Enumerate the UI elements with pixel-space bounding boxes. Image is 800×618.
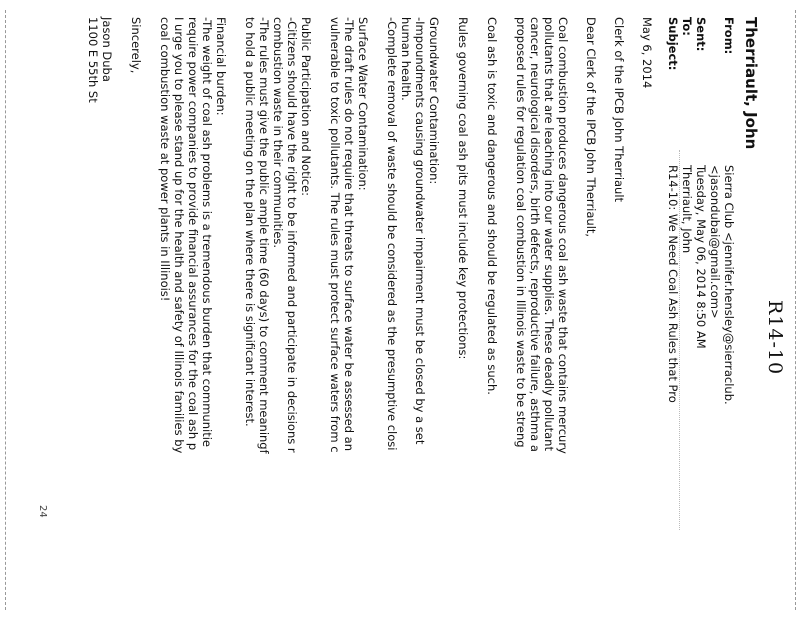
- sent-label: Sent:: [694, 17, 708, 52]
- page-stamp: 24: [37, 505, 48, 518]
- from-value: Sierra Club <jennifer.hensley@sierraclub.: [722, 165, 736, 405]
- letter-salutation: Dear Clerk of the IPCB John Therriault,: [584, 17, 598, 238]
- intro-line: Coal combustion produces dangerous coal ash waste that contains mercury: [556, 17, 570, 454]
- signature-address: 1100 E 55th St: [86, 17, 100, 103]
- closing-request-line: coal combustion waste at power plants in Illinois!: [158, 17, 172, 302]
- scan-edge-bottom: [5, 10, 6, 610]
- financial-line: require power companies to provide financial assurances for the coal ash p: [186, 17, 200, 451]
- surface-water-line: -The draft rules do not require that threats to surface water be assessed an: [342, 17, 356, 452]
- subject-value: R14-10: We Need Coal Ash Rules that Pro: [666, 165, 680, 403]
- signoff: Sincerely,: [129, 17, 143, 74]
- participation-heading: Public Participation and Notice:: [299, 17, 313, 197]
- signature-name: Jason Duba: [100, 17, 114, 82]
- surface-water-heading: Surface Water Contamination:: [356, 17, 370, 191]
- toxic-statement: Coal ash is toxic and dangerous and should be regulated as such.: [485, 17, 499, 395]
- sent-value: Tuesday, May 06, 2014 8:50 AM: [694, 165, 708, 349]
- intro-line: cancer, neurological disorders, birth defects, reproductive failure, asthma a: [528, 17, 542, 452]
- subject-label: Subject:: [666, 17, 680, 71]
- header-labels: [666, 17, 736, 70]
- from-label: From:: [722, 17, 736, 55]
- intro-line: pollutants that are leaching into our water supplies. These deadly pollutant: [542, 17, 556, 451]
- surface-water-line: vulnerable to toxic pollutants. The rules must protect surface waters from c: [328, 17, 342, 453]
- participation-line: combustion waste in their communities.: [271, 17, 285, 249]
- participation-line: -The rules must give the public ample time (60 days) to comment meaningf: [257, 17, 271, 454]
- from-value-email: <jasondubai@gmail.com>: [708, 165, 722, 319]
- sender-name: Therriault, John: [742, 17, 760, 150]
- closing-request-line: I urge you to please stand up for the health and safety of Illinois families by: [172, 17, 186, 454]
- header-values: [666, 165, 736, 405]
- financial-heading: Financial burden:: [214, 17, 228, 116]
- letter-date: May 6, 2014: [640, 17, 654, 89]
- document-code: R14-10: [764, 300, 786, 376]
- from-label-continuation: [708, 17, 722, 70]
- participation-line: to hold a public meeting on the plan where there is significant interest.: [243, 17, 257, 427]
- letter-recipient: Clerk of the IPCB John Therriault: [612, 17, 626, 203]
- groundwater-line: -Complete removal of waste should be considered as the presumptive closi: [385, 17, 399, 451]
- to-label: To:: [680, 17, 694, 36]
- participation-line: -Citizens should have the right to be informed and participate in decisions r: [285, 17, 299, 453]
- groundwater-heading: Groundwater Contamination:: [427, 17, 441, 185]
- rules-intro: Rules governing coal ash pits must include key protections:: [456, 17, 470, 360]
- financial-line: -The weight of coal ash problems is a tremendous burden that communitie: [200, 17, 214, 447]
- to-value: Therriault, John: [680, 165, 694, 254]
- groundwater-line: -Impoundments causing groundwater impairment must be closed by a set: [413, 17, 427, 445]
- scan-edge-top: [795, 10, 796, 610]
- intro-line: proposed rules for regulation coal combustion in Illinois waste to be streng: [514, 17, 528, 448]
- groundwater-line: human health.: [399, 17, 413, 101]
